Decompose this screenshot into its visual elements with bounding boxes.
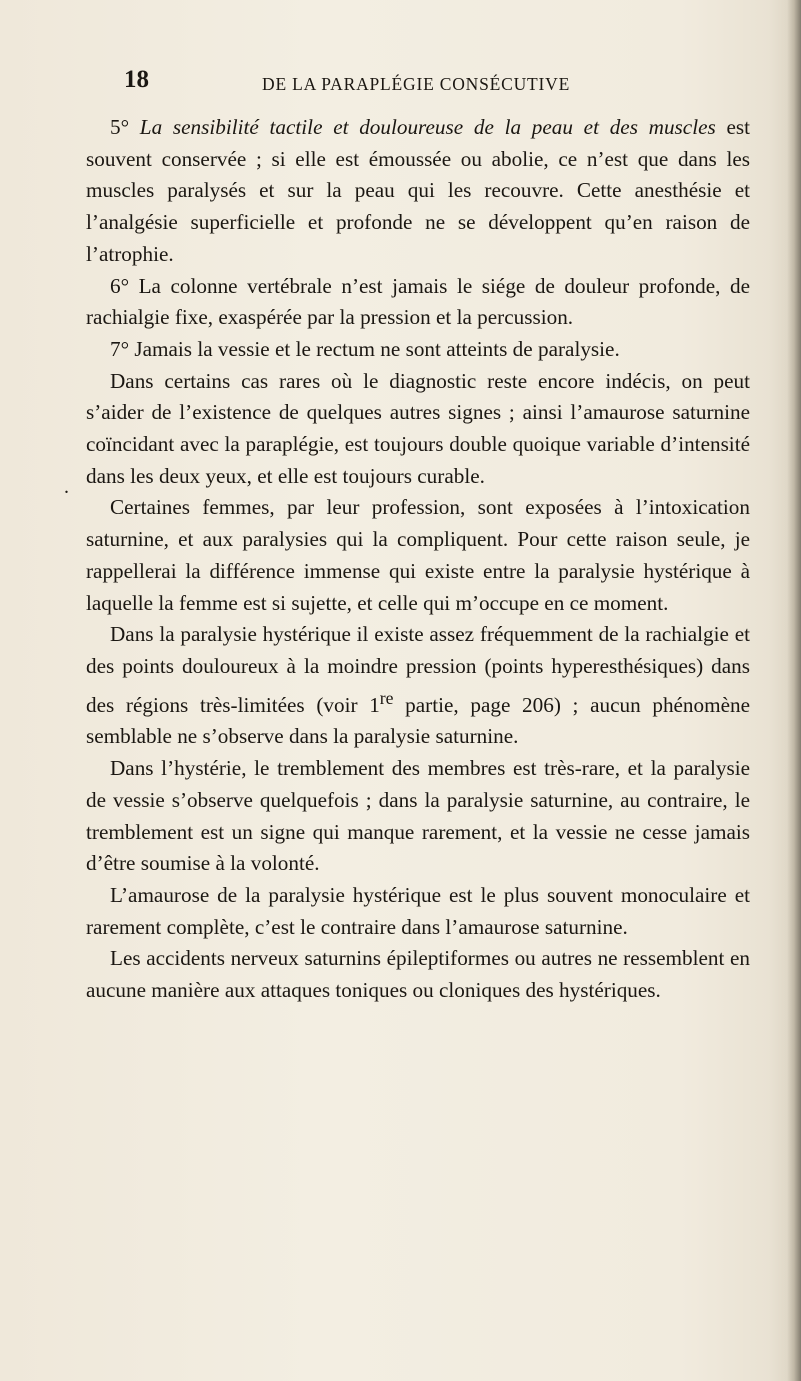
paragraph-item-6: 6° La colonne vertébrale n’est jamais le siége de douleur profonde, de rachialgie fixe, exaspérée par la pression et la percussion.	[86, 273, 750, 330]
item-number: 5°	[110, 115, 140, 139]
paragraph-women: Certaines femmes, par leur profession, sont exposées à l’intoxication saturnine, et aux paralysies qui la compliquent. Pour cette raison seule, je rappellerai la différence immense qui existe entre la paralysie hystérique à laquelle la femme est si sujette, et celle qui m’occupe en ce moment.	[86, 495, 750, 615]
text-fragment: Dans la paralysie hystérique il existe assez fréquemment de la rachialgie et des points douloureux à la moindre pression (points hyperesthésiques) dans des régions très-limitées (voir 1	[86, 622, 750, 717]
paragraph-item-5	[86, 112, 750, 271]
paragraph-hysteric-paralysis	[86, 619, 750, 753]
paragraph-nervous-accidents: Les accidents nerveux saturnins épileptiformes ou autres ne ressemblent en aucune manière aux attaques toniques ou cloniques des hystériques.	[86, 946, 750, 1003]
page-edge-shadow	[787, 0, 801, 1381]
running-title: DE LA PARAPLÉGIE CONSÉCUTIVE	[262, 74, 571, 94]
margin-mark: .	[64, 476, 69, 498]
text-fragment: partie, page 206) ; aucun phénomène semblable ne s’observe dans la paralysie saturnine.	[86, 692, 751, 749]
paragraph-item-7: 7° Jamais la vessie et le rectum ne sont atteints de paralysie.	[110, 336, 620, 361]
body-text	[86, 112, 750, 1007]
paragraph-amaurosis: L’amaurose de la paralysie hystérique est le plus souvent monoculaire et rarement complète, c’est le contraire dans l’amaurose saturnine.	[86, 882, 750, 939]
item-title-italic: La sensibilité tactile et douloureuse de la peau et des muscles	[139, 115, 716, 139]
page-header	[124, 66, 744, 104]
page-number: 18	[124, 66, 149, 93]
paragraph-diagnostic: Dans certains cas rares où le diagnostic reste encore indécis, on peut s’aider de l’existence de quelques autres signes ; ainsi l’amaurose saturnine coïncidant avec la paraplégie, est toujours double quoique variable d’intensité dans les deux yeux, et elle est toujours curable.	[86, 368, 750, 488]
item-text: est souvent conservée ; si elle est émoussée ou abolie, ce n’est que dans les muscles paralysés et sur la peau qui les recouvre. Cette anesthésie et l’analgésie superficielle et profonde ne se développent qu’en raison de l’atrophie.	[86, 115, 750, 266]
superscript: re	[379, 687, 394, 708]
paragraph-hysteria-tremor: Dans l’hystérie, le tremblement des membres est très-rare, et la paralysie de vessie s’observe quelquefois ; dans la paralysie saturnine, au contraire, le tremblement est un signe qui manque rarement, et la vessie ne cesse jamais d’être soumise à la volonté.	[86, 756, 750, 876]
